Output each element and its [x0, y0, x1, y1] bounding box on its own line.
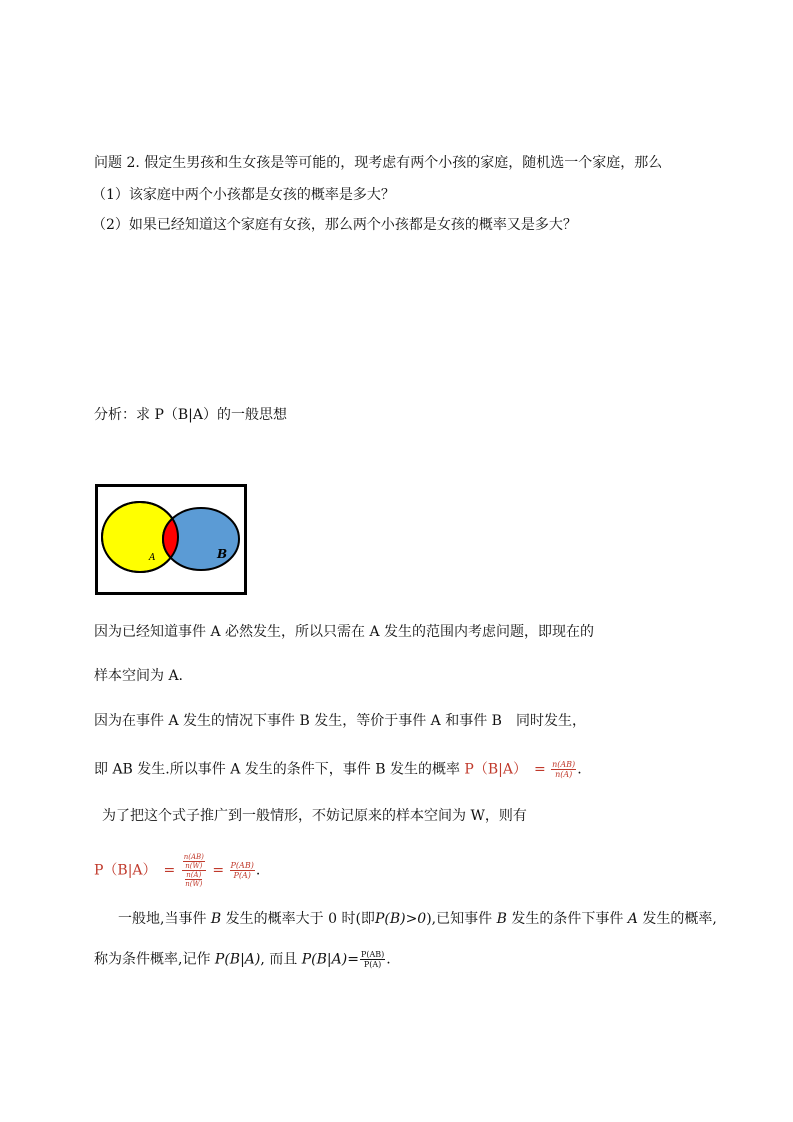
label-b: B [217, 547, 228, 561]
definition-text-7: , 而且 [260, 951, 298, 968]
analysis-heading: 分析：求 P（B|A）的一般思想 [94, 407, 287, 423]
definition-event-a: A [627, 911, 638, 927]
problem-intro: 问题 2. 假定生男孩和生女孩是等可能的，现考虑有两个小孩的家庭，随机选一个家庭，那么 [94, 155, 663, 171]
lower-denominator: n(W) [185, 880, 203, 888]
definition-text-5: 发生的概率, [642, 911, 717, 927]
formula-numerator: P(AB) [360, 950, 385, 959]
definition-text-6: 称为条件概率,记作 [94, 951, 211, 968]
count-fraction [551, 760, 576, 779]
equation-end: . [255, 862, 261, 879]
conditional-prob-expr: P（B|A） = [464, 761, 546, 778]
definition-line-1 [118, 910, 717, 928]
paragraph-5: 为了把这个式子推广到一般情形，不妨记原来的样本空间为 W，则有 [102, 808, 527, 824]
compound-fraction [182, 853, 206, 888]
definition-text-3: ),已知事件 [426, 911, 493, 927]
question-2: （2）如果已经知道这个家庭有女孩，那么两个小孩都是女孩的概率又是多大？ [92, 217, 577, 233]
venn-diagram [95, 484, 247, 595]
upper-fraction [183, 853, 205, 870]
definition-text-1: 一般地,当事件 [118, 911, 207, 927]
probability-denominator: P(A) [233, 871, 251, 880]
upper-denominator: n(W) [185, 862, 203, 870]
count-fraction-denominator: n(A) [555, 770, 573, 779]
definition-line-2 [94, 950, 391, 969]
probability-fraction [230, 861, 255, 880]
venn-svg [95, 484, 247, 595]
paragraph-3: 因为在事件 A 发生的情况下事件 B 发生，等价于事件 A 和事件 B 同时发生， [94, 713, 586, 729]
definition-event-b: B [210, 911, 222, 927]
paragraph-4-text: 即 AB 发生.所以事件 A 发生的条件下，事件 B 发生的概率 [94, 761, 460, 778]
definition-text-4: 发生的条件下事件 [511, 911, 624, 927]
count-fraction-numerator: n(AB) [552, 760, 576, 769]
paragraph-4-end: . [577, 761, 582, 778]
formula-denominator: P(A) [363, 960, 382, 969]
paragraph-2: 样本空间为 A. [94, 668, 184, 684]
formula-lhs: P(B|A)= [301, 951, 359, 968]
general-equation [94, 853, 260, 888]
paragraph-1: 因为已经知道事件 A 必然发生，所以只需在 A 发生的范围内考虑问题，即现在的 [94, 624, 595, 640]
equation-equals: = [212, 862, 225, 879]
paragraph-4 [94, 760, 582, 779]
upper-numerator: n(AB) [183, 853, 204, 861]
equation-lhs: P（B|A） = [94, 862, 176, 879]
label-a: A [149, 553, 156, 563]
definition-text-2: 发生的概率大于 0 时(即 [225, 911, 375, 927]
definition-event-b-2: B [496, 911, 507, 927]
conditional-notation: P(B|A) [214, 951, 261, 968]
definition-condition: P(B)>0 [374, 911, 427, 927]
formula-end: . [386, 951, 391, 968]
lower-numerator: n(A) [186, 871, 202, 879]
formula-fraction [360, 950, 385, 969]
lower-fraction [184, 871, 203, 888]
probability-numerator: P(AB) [230, 861, 254, 870]
question-1: （1）该家庭中两个小孩都是女孩的概率是多大？ [92, 187, 395, 203]
